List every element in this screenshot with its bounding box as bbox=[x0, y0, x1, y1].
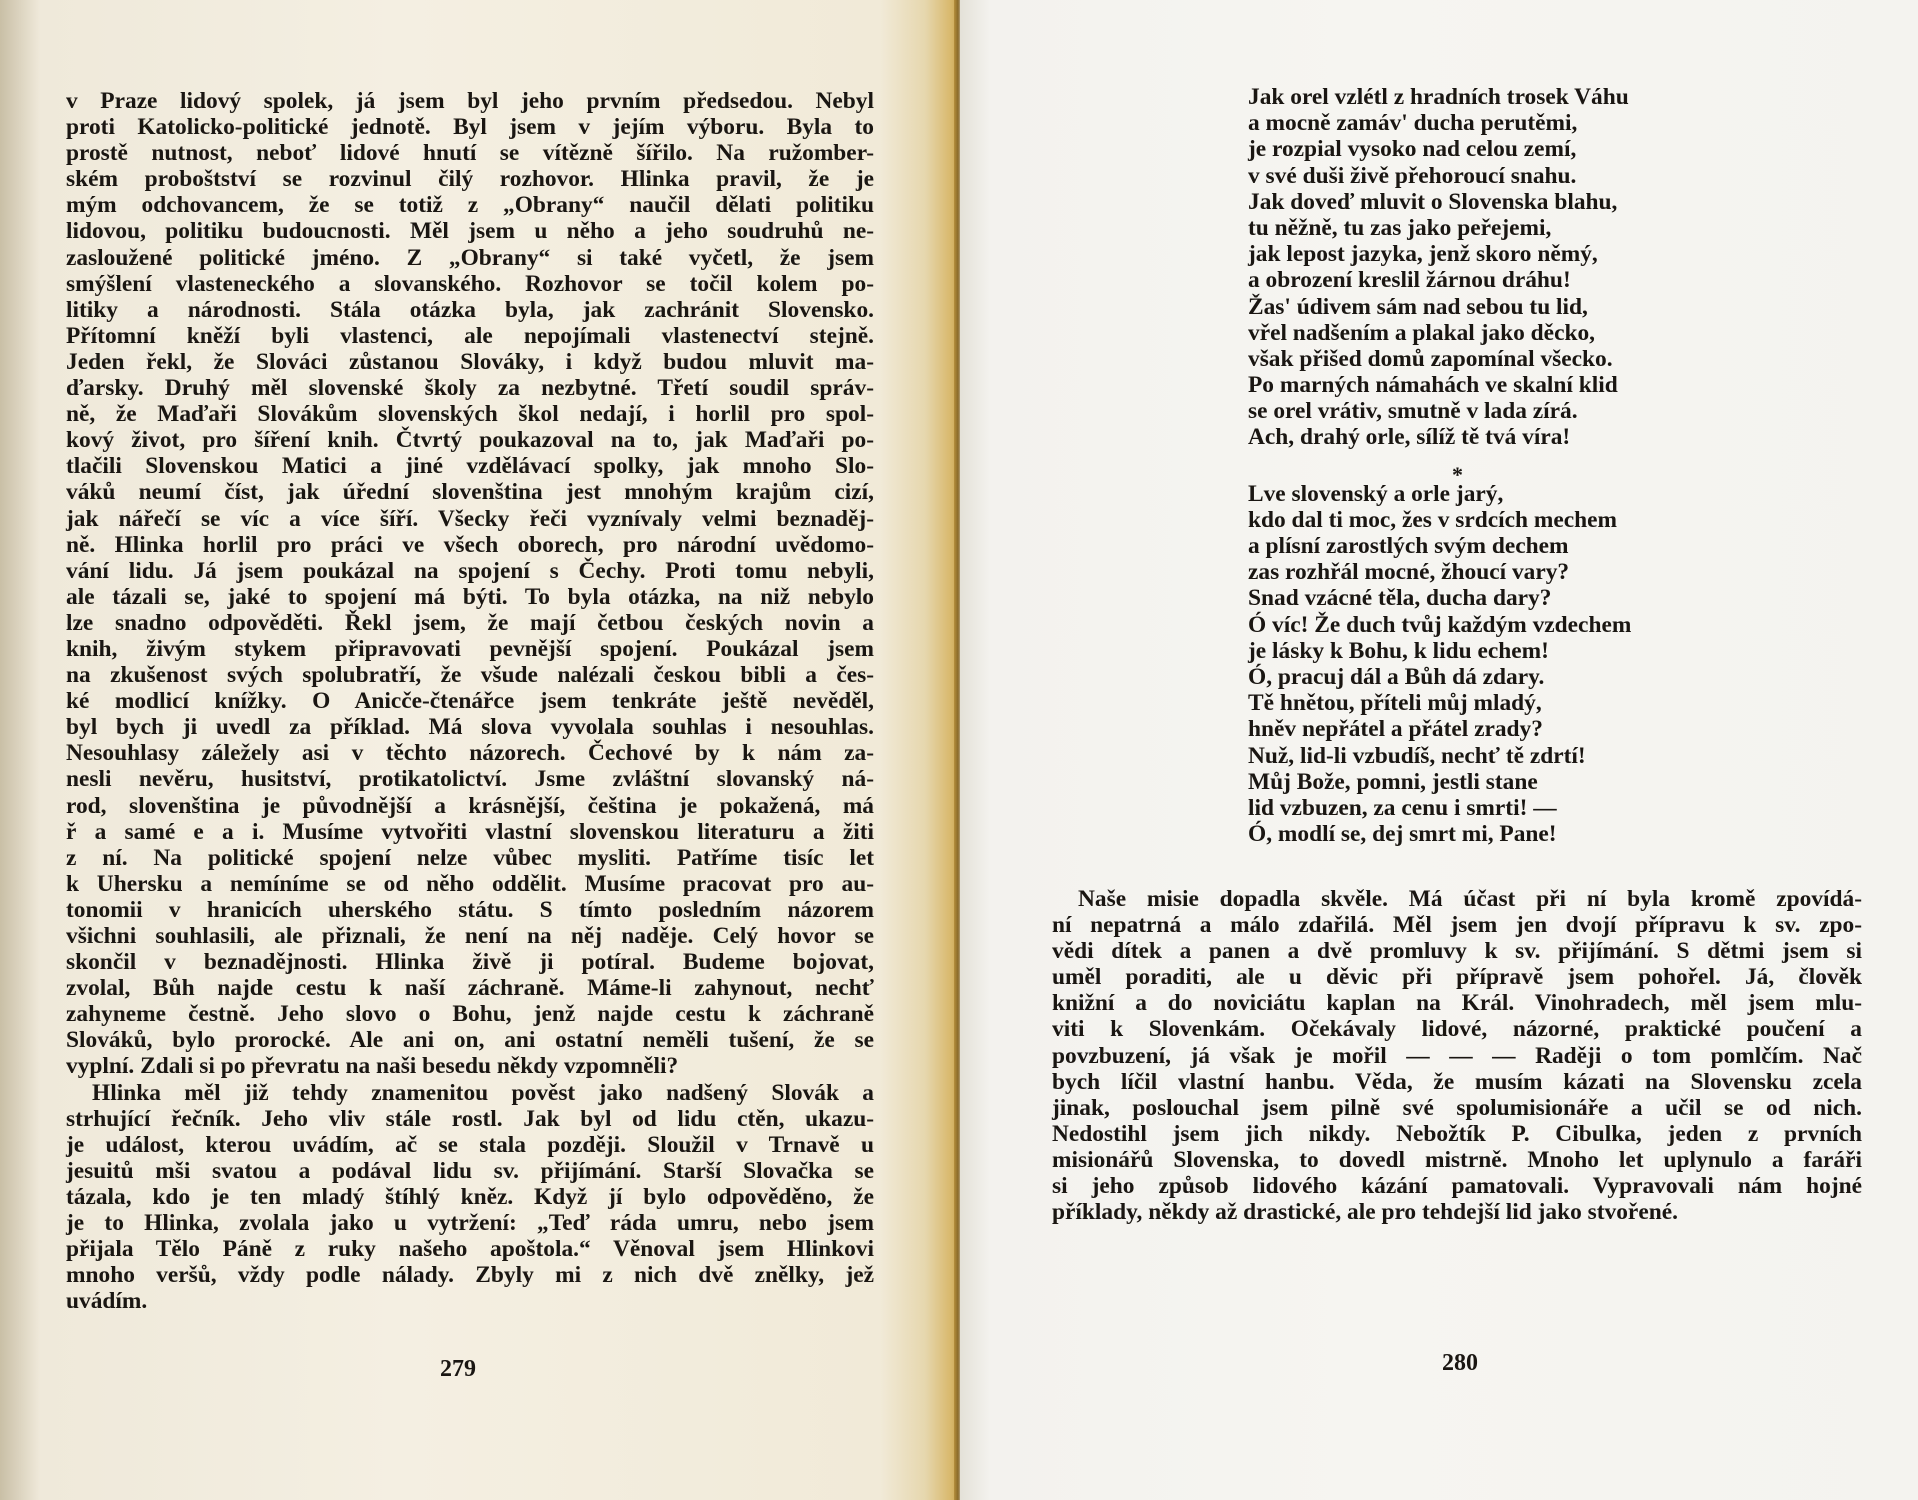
text-line: váků neumí číst, jak úřední slovenština jest mnohým krajům cizí, bbox=[66, 479, 874, 506]
text-line: strhující řečník. Jeho vliv stále rostl. Jak byl od lidu ctěn, ukazu- bbox=[66, 1105, 874, 1132]
text-line: vyplní. Zdali si po převratu na naši besedu někdy vzpomněli? bbox=[66, 1053, 679, 1080]
text-line: Hlinka měl již tehdy znamenitou pověst jako nadšený Slovák a bbox=[92, 1079, 874, 1106]
text-line: Nuž, lid-li vzbudíš, nechť tě zdrtí! bbox=[1248, 742, 1586, 769]
text-line: Nesouhlasy záležely asi v těchto názorech. Čechové by k nám za- bbox=[66, 740, 874, 767]
text-line: je událost, kterou uvádím, ač se stala později. Sloužil v Trnavě u bbox=[66, 1131, 874, 1158]
text-line: se orel vrátiv, smutně v lada zírá. bbox=[1248, 398, 1578, 425]
text-line: Žas' údivem sám nad sebou tu lid, bbox=[1248, 293, 1588, 320]
text-line: byl bych ji uvedl za příklad. Má slova vyvolala souhlas i nesouhlas. bbox=[66, 714, 874, 741]
text-line: prostě nutnost, neboť lidové hnutí se vítězně šířilo. Na ružomber- bbox=[66, 140, 874, 167]
text-line: ně, že Maďaři Slovákům slovenských škol nedají, i horlil pro spol- bbox=[66, 401, 874, 428]
text-line: Jak doveď mluvit o Slovenska blahu, bbox=[1248, 188, 1618, 215]
text-line: jinak, poslouchal jsem pilně své spolumisionáře a učil se od nich. bbox=[1052, 1094, 1862, 1121]
text-line: k Uhersku a nemíníme se od něho oddělit. Musíme pracovat pro au- bbox=[66, 870, 874, 897]
text-line: z ní. Na politické spojení nelze vůbec mysliti. Patříme tisíc let bbox=[66, 844, 874, 871]
text-line: Snad vzácné těla, ducha dary? bbox=[1248, 585, 1552, 612]
text-line: knižní a do noviciátu kaplan na Král. Vinohradech, měl jsem mlu- bbox=[1052, 990, 1862, 1017]
text-line: tázala, kdo je ten mladý štíhlý kněz. Když jí bylo odpověděno, že bbox=[66, 1183, 874, 1210]
text-line: skončil v beznadějnosti. Hlinka živě ji potíral. Budeme bojovat, bbox=[66, 949, 874, 976]
text-line: Ó víc! Že duch tvůj každým vzdechem bbox=[1248, 611, 1632, 638]
text-line: mnoho veršů, vždy podle nálady. Zbyly mi z nich dvě znělky, jež bbox=[66, 1262, 874, 1289]
text-line: uvádím. bbox=[66, 1288, 148, 1315]
text-line: nesli nevěru, husitství, protikatolictví. Jsme zvláštní slovanský ná- bbox=[66, 766, 874, 793]
text-line: je to Hlinka, zvolala jako u vytržení: „Teď ráda umru, nebo jsem bbox=[66, 1210, 874, 1237]
text-line: Tě hnětou, příteli můj mladý, bbox=[1248, 690, 1542, 717]
text-line: mým odchovancem, že se totiž z „Obrany“ naučil dělati politiku bbox=[66, 192, 874, 219]
text-line: všichni souhlasili, ale přiznali, že není na něj naděje. Celý hovor se bbox=[66, 923, 874, 949]
text-line: zasloužené politické jméno. Z „Obrany“ si také vyčetl, že jsem bbox=[66, 244, 874, 271]
text-line: si jeho způsob lidového kázání pamatovali. Vypravovali nám hojné bbox=[1052, 1173, 1862, 1200]
text-line: proti Katolicko-politické jednotě. Byl jsem v jejím výboru. Byla to bbox=[66, 114, 874, 141]
text-line: ní nepatrná a málo zdařilá. Měl jsem jen dvojí přípravu k sv. zpo- bbox=[1052, 912, 1862, 939]
text-line: Slováků, bylo prorocké. Ale ani on, ani ostatní neměli tušení, že se bbox=[66, 1027, 874, 1054]
text-line: ďarsky. Druhý měl slovenské školy za nezbytné. Třetí soudil správ- bbox=[66, 375, 874, 402]
sonnet-2 bbox=[1248, 481, 1768, 848]
right-page-body bbox=[1052, 886, 1862, 1225]
text-line: příklady, někdy až drastické, ale pro tehdejší lid jako stvořené. bbox=[1052, 1199, 1678, 1226]
text-line: bych líčil vlastní hanbu. Věda, že musím kázati na Slovensku zcela bbox=[1052, 1068, 1862, 1095]
text-line: lid vzbuzen, za cenu i smrti! — bbox=[1248, 794, 1557, 821]
text-line: kový život, pro šíření knih. Čtvrtý poukazoval na to, jak Maďaři po- bbox=[66, 427, 874, 454]
text-line: vřel nadšením a plakal jako děcko, bbox=[1248, 319, 1595, 346]
text-line: zahyneme čestně. Jeho slovo o Bohu, jenž najde cestu k záchraně bbox=[66, 1001, 874, 1028]
text-line: zas rozhřál mocné, žhoucí vary? bbox=[1248, 559, 1570, 586]
text-line: je rozpial vysoko nad celou zemí, bbox=[1248, 136, 1577, 163]
sonnet-1 bbox=[1248, 84, 1768, 451]
text-line: Ach, drahý orle, sílíž tě tvá víra! bbox=[1248, 424, 1571, 451]
text-line: Jeden řekl, že Slováci zůstanou Slováky, i když budou mluvit ma- bbox=[66, 348, 874, 375]
text-line: a plísní zarostlých svým dechem bbox=[1248, 533, 1569, 559]
text-line: jesuitů mši svatou a podával lidu sv. přijímání. Starší Slovačka se bbox=[66, 1157, 874, 1184]
text-line: zvolal, Bůh najde cestu k naší záchraně. Máme-li zahynout, nechť bbox=[66, 975, 874, 1002]
text-line: ském proboštství se rozvinul čilý rozhovor. Hlinka pravil, že je bbox=[66, 166, 874, 193]
text-line: Naše misie dopadla skvěle. Má účast při ní byla kromě zpovídá- bbox=[1078, 886, 1862, 912]
text-line: vědi dítek a panen a dvě promluvy k sv. přijímání. S dětmi jsem si bbox=[1052, 938, 1862, 965]
text-line: ř a samé e a i. Musíme vytvořiti vlastní slovenskou literaturu a žiti bbox=[66, 818, 874, 845]
text-line: misionářů Slovenska, to dovedl mistrně. Mnoho let uplynulo a faráři bbox=[1052, 1146, 1862, 1173]
text-line: však přišed domů zapomínal všecko. bbox=[1248, 345, 1613, 372]
text-line: Lve slovenský a orle jarý, bbox=[1248, 480, 1504, 507]
page-number-left: 279 bbox=[440, 1356, 476, 1382]
text-line: ké modlicí knížky. O Anicče-čtenářce jsem tenkráte ještě nevěděl, bbox=[66, 688, 874, 715]
text-line: tu něžně, tu zas jako peřejemi, bbox=[1248, 214, 1552, 241]
text-line: v své duši živě přehoroucí snahu. bbox=[1248, 162, 1577, 189]
text-line: litiky a národnosti. Stála otázka byla, jak zachránit Slovensko. bbox=[66, 296, 874, 323]
text-line: a mocně zamáv' ducha perutěmi, bbox=[1248, 110, 1578, 137]
text-line: tlačili Slovenskou Matici a jiné vzdělávací spolky, jak mnoho Slo- bbox=[66, 453, 874, 480]
text-line: kdo dal ti moc, žes v srdcích mechem bbox=[1248, 506, 1617, 533]
text-line: jak nářečí se víc a více šíří. Všecky řeči vyznívaly velmi beznaděj- bbox=[66, 505, 874, 532]
text-line: smýšlení vlasteneckého a slovanského. Rozhovor se točil kolem po- bbox=[66, 270, 874, 297]
text-line: lidovou, politiku budoucnosti. Měl jsem u něho a jeho soudruhů ne- bbox=[66, 218, 874, 245]
text-line: Nedostihl jsem jich nikdy. Nebožtík P. Cibulka, jeden z prvních bbox=[1052, 1120, 1862, 1147]
text-line: uměl poraditi, ale u děvic při přípravě jsem pohořel. Já, člověk bbox=[1052, 964, 1862, 991]
text-line: Jak orel vzlétl z hradních trosek Váhu bbox=[1248, 84, 1629, 110]
text-line: Přítomní kněží byli vlastenci, ale nepojímali vlastenectví stejně. bbox=[66, 322, 874, 349]
text-line: lze snadno odpověděti. Řekl jsem, že mají četbou českých novin a bbox=[66, 609, 874, 636]
text-line: hněv nepřátel a přátel zrady? bbox=[1248, 716, 1543, 743]
text-line: jak lepost jazyka, jenž skoro němý, bbox=[1248, 241, 1598, 268]
text-line: na zkušenost svých spolubratří, že všude nalézali českou bibli a čes- bbox=[66, 662, 874, 689]
text-line: Ó, modlí se, dej smrt mi, Pane! bbox=[1248, 821, 1557, 848]
text-line: ně. Hlinka horlil pro práci ve všech oborech, pro národní uvědomo- bbox=[66, 531, 874, 558]
page-number-right: 280 bbox=[1442, 1350, 1478, 1376]
sonnets bbox=[1248, 84, 1768, 847]
text-line: knih, živým stykem připravovati pevnější spojení. Poukázal jsem bbox=[66, 635, 874, 662]
text-line: povzbuzení, já však je mořil — — — Raději o tom pomlčím. Nač bbox=[1052, 1042, 1862, 1069]
text-line: viti k Slovenkám. Očekávaly lidové, názorné, praktické poučení a bbox=[1052, 1016, 1862, 1043]
text-line: v Praze lidový spolek, já jsem byl jeho prvním předsedou. Nebyl bbox=[66, 88, 874, 114]
text-line: tonomii v hranicích uherského státu. S tímto posledním názorem bbox=[66, 896, 874, 923]
left-page-body bbox=[66, 88, 874, 1314]
text-line: ale tázali se, jaké to spojení má býti. To byla otázka, na niž nebylo bbox=[66, 583, 874, 610]
text-line: a obrození kreslil žárnou dráhu! bbox=[1248, 267, 1571, 294]
text-line: Ó, pracuj dál a Bůh dá zdary. bbox=[1248, 663, 1545, 690]
text-line: Můj Bože, pomni, jestli stane bbox=[1248, 768, 1538, 795]
text-line: Po marných námahách ve skalní klid bbox=[1248, 372, 1618, 399]
text-line: přijala Tělo Páně z ruky našeho apoštola.“ Věnoval jsem Hlinkovi bbox=[66, 1236, 874, 1263]
poem-separator: * bbox=[1452, 462, 1463, 487]
text-line: je lásky k Bohu, k lidu echem! bbox=[1248, 637, 1549, 664]
text-line: vání lidu. Já jsem poukázal na spojení s Čechy. Proti tomu nebyli, bbox=[66, 557, 874, 584]
text-line: rod, slovenština je původnější a krásnější, čeština je pokažená, má bbox=[66, 792, 874, 819]
